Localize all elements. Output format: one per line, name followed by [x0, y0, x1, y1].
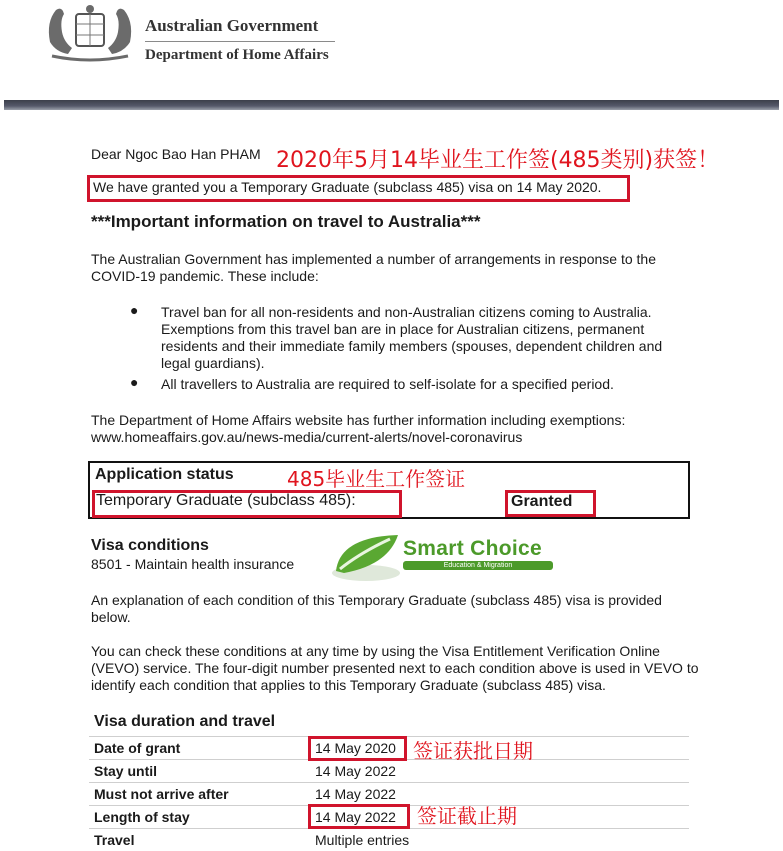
header-banner: [4, 100, 779, 110]
australian-coat-of-arms-icon: [44, 2, 136, 64]
table-row: [89, 782, 689, 805]
condition-8501: 8501 - Maintain health insurance: [91, 556, 295, 572]
bullet-item: All travellers to Australia are required to self-isolate for a specified period.: [161, 376, 614, 392]
salutation: Dear Ngoc Bao Han PHAM: [91, 146, 261, 162]
bullet-icon: ●: [130, 302, 139, 318]
row-label: Date of grant: [94, 740, 181, 756]
grant-annotation: 2020年5月14毕业生工作签(485类别)获签！: [276, 148, 720, 173]
row-label: Must not arrive after: [94, 786, 229, 802]
duration-heading: Visa duration and travel: [94, 713, 276, 730]
granted-statement: We have granted you a Temporary Graduate (subclass 485) visa on 14 May 2020.: [93, 179, 602, 195]
row-value: 14 May 2022: [315, 809, 396, 825]
table-row: [89, 759, 689, 782]
visa-conditions-heading: Visa conditions: [91, 537, 209, 554]
grant-date-highlight: [308, 736, 407, 761]
department-title: Department of Home Affairs: [145, 47, 329, 63]
row-value: 14 May 2022: [315, 763, 396, 779]
government-title: Australian Government: [145, 16, 319, 35]
expiry-highlight: [308, 804, 410, 829]
row-label: Stay until: [94, 763, 158, 779]
row-label: Length of stay: [94, 809, 190, 825]
covid-intro: The Australian Government has implemented a number of arrangements in response to the COVID-19 pandemic. These include:: [91, 251, 656, 284]
watermark-title: Smart Choice: [403, 537, 542, 560]
grant-date-annotation: 签证获批日期: [413, 739, 533, 763]
status-annotation: 485毕业生工作签证: [287, 467, 466, 491]
application-status-heading: Application status: [95, 466, 234, 483]
row-value: 14 May 2022: [315, 786, 396, 802]
conditions-explanation: An explanation of each condition of this Temporary Graduate (subclass 485) visa is provided below.: [91, 592, 662, 625]
table-row: [89, 828, 689, 851]
status-value: Granted: [511, 493, 573, 510]
bullet-item: Travel ban for all non-residents and non-Australian citizens coming to Australia. Exemptions from this travel ban are in place for Australian citizens, permanent residents and their immediate family members (spouses, dependent children and legal guardians).: [161, 304, 663, 371]
row-value: 14 May 2020: [315, 740, 396, 756]
status-visa-label: Temporary Graduate (subclass 485):: [96, 492, 356, 509]
vevo-info: You can check these conditions at any time by using the Visa Entitlement Verification Online (VEVO) service. The four-digit number presented next to each condition above is used in VEVO to identify each condition that applies to this Temporary Graduate (subclass 485) visa.: [91, 643, 699, 693]
header-divider: [145, 41, 335, 42]
row-label: Travel: [94, 832, 135, 848]
row-value: Multiple entries: [315, 832, 410, 848]
watermark-subtitle: Education & Migration: [403, 561, 553, 570]
bullet-icon: ●: [130, 374, 139, 390]
important-heading: ***Important information on travel to Australia***: [91, 212, 481, 231]
website-info: The Department of Home Affairs website has further information including exemptions: www.homeaffairs.gov.au/news-media/current-alerts/novel-coronavirus: [91, 412, 626, 445]
expiry-annotation: 签证截止期: [417, 804, 517, 828]
